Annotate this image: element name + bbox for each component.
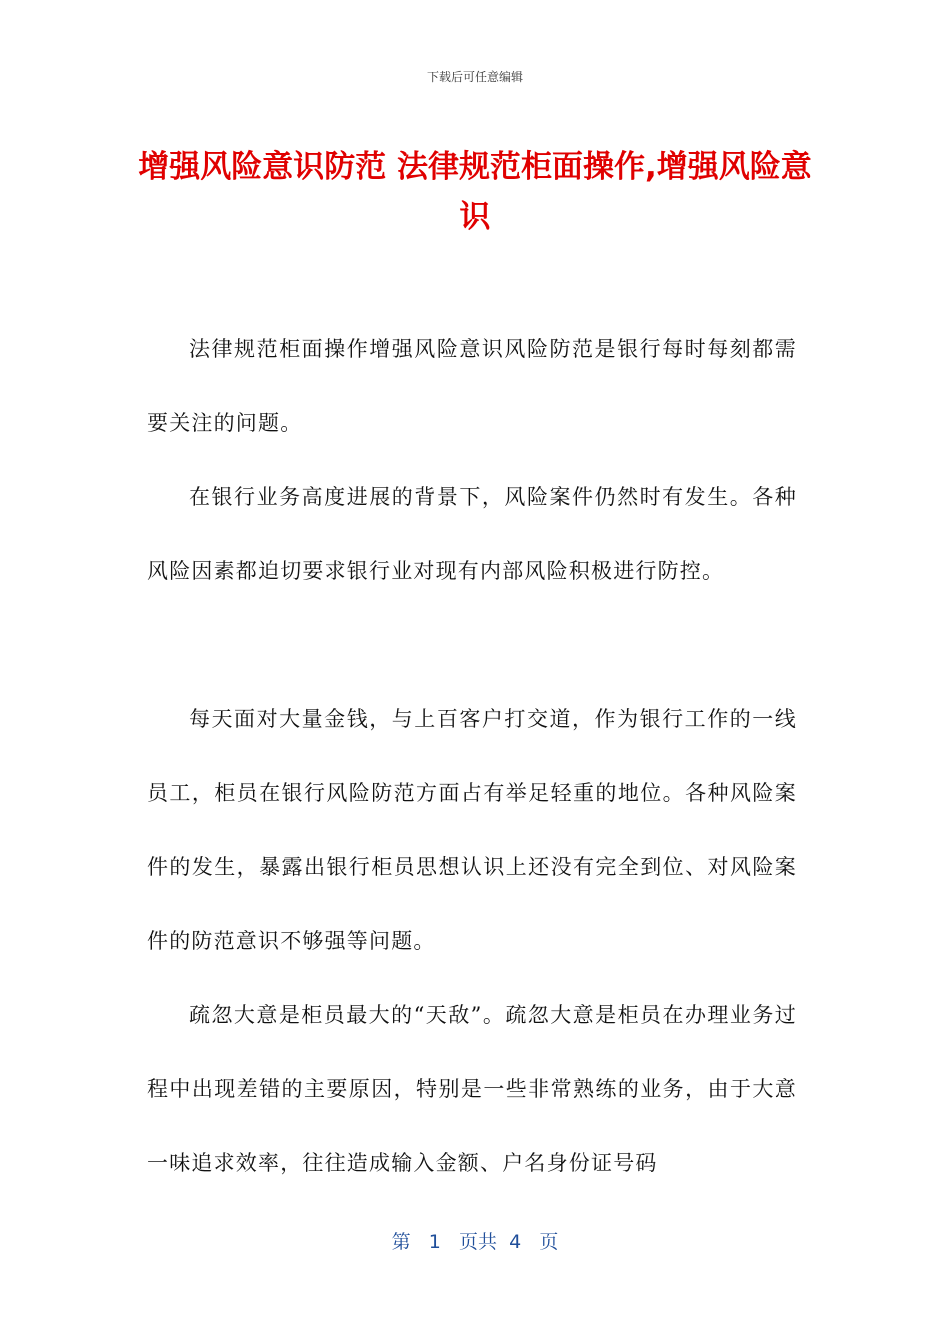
footer-total-pages: 4	[509, 1231, 522, 1253]
page-footer	[0, 1227, 950, 1254]
paragraph-1: 法律规范柜面操作增强风险意识风险防范是银行每时每刻都需要关注的问题。	[147, 337, 797, 435]
footer-suffix: 页	[539, 1231, 559, 1253]
paragraph-3: 每天面对大量金钱，与上百客户打交道，作为银行工作的一线员工，柜员在银行风险防范方面占有举足轻重的地位。各种风险案件的发生，暴露出银行柜员思想认识上还没有完全到位、对风险案件的防范意识不够强等问题。	[147, 707, 797, 953]
paragraph-2: 在银行业务高度进展的背景下，风险案件仍然时有发生。各种风险因素都迫切要求银行业对现有内部风险积极进行防控。	[147, 485, 797, 583]
footer-page-number: 1	[428, 1231, 441, 1253]
document-body	[147, 312, 797, 1200]
document-title: 增强风险意识防范 法律规范柜面操作,增强风险意识	[138, 149, 812, 235]
header-note: 下载后可任意编辑	[426, 70, 523, 84]
footer-middle: 页共	[459, 1231, 498, 1253]
paragraph-4: 疏忽大意是柜员最大的“天敌”。疏忽大意是柜员在办理业务过程中出现差错的主要原因，特别是一些非常熟练的业务，由于大意一味追求效率，往往造成输入金额、户名身份证号码	[147, 1003, 797, 1175]
footer-prefix: 第	[391, 1231, 411, 1253]
paragraph-gap	[147, 608, 797, 682]
